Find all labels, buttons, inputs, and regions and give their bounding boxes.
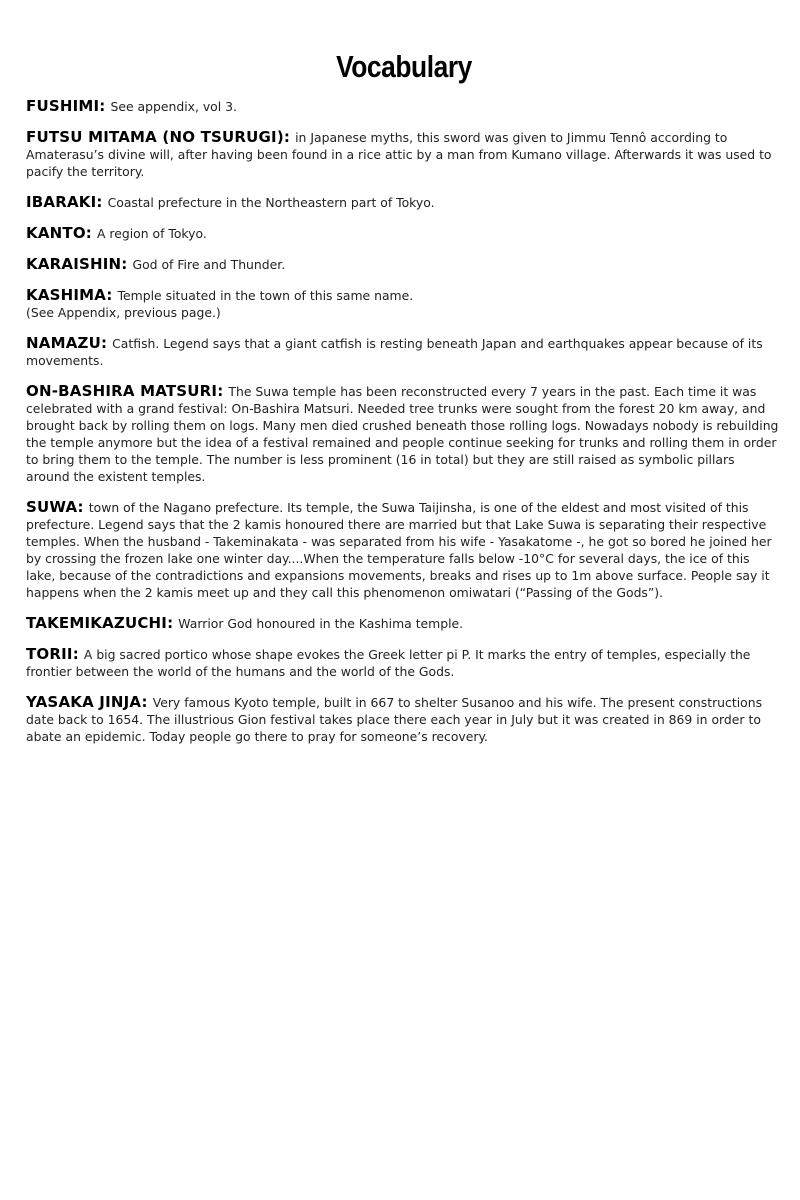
vocab-definition: A big sacred portico whose shape evokes the Greek letter pi P. It marks the entry of temples, especially the frontier between the world of the humans and the world of the Gods. (26, 647, 751, 679)
vocab-definition: Warrior God honoured in the Kashima temple. (178, 616, 464, 631)
vocab-entry-yasaka-jinja (26, 694, 782, 745)
vocab-term: KANTO: (26, 224, 92, 242)
vocab-term: TORII: (26, 645, 79, 663)
vocab-term: SUWA: (26, 498, 84, 516)
vocab-definition: Temple situated in the town of this same name. (117, 288, 414, 303)
vocab-term: NAMAZU: (26, 334, 108, 352)
vocab-term: IBARAKI: (26, 193, 103, 211)
vocab-definition: town of the Nagano prefecture. Its temple, the Suwa Taijinsha, is one of the eldest and most visited of this prefecture. Legend says that the 2 kamis honoured there are married but that Lake Suwa is separating their respective temples. When the husband - Takeminakata - was separated from his wife - Yasakatome -, he got so bored he joined her by crossing the frozen lake one winter day....When the temperature falls below -10°C for several days, the ice of this lake, because of the contradictions and expansions movements, breaks and rises up to 1m above surface. People say it happens when the 2 kamis meet up and they call this phenomenon omiwatari (“Passing of the Gods”). (26, 500, 772, 600)
vocab-term: TAKEMIKAZUCHI: (26, 614, 174, 632)
vocab-definition: Catfish. Legend says that a giant catfish is resting beneath Japan and earthquakes appear because of its movements. (26, 336, 763, 368)
vocab-entry-futsu-mitama (26, 129, 782, 180)
vocab-definition: in Japanese myths, this sword was given to Jimmu Tennô according to Amaterasu’s divine will, after having been found in a rice attic by a man from Kumano village. Afterwards it was used to pacify the territory. (26, 130, 772, 179)
vocab-entry-kashima (26, 287, 782, 321)
vocab-entry-karaishin (26, 256, 782, 273)
vocab-definition: Coastal prefecture in the Northeastern part of Tokyo. (107, 195, 435, 210)
vocab-entry-ibaraki (26, 194, 782, 211)
vocab-term: FUTSU MITAMA (NO TSURUGI): (26, 128, 291, 146)
vocab-definition: Very famous Kyoto temple, built in 667 to shelter Susanoo and his wife. The present constructions date back to 1654. The illustrious Gion festival takes place there each year in July but it was created in 869 in order to abate an epidemic. Today people go there to pray for someone’s recovery. (26, 695, 763, 744)
vocab-entry-takemikazuchi (26, 615, 782, 632)
vocab-entry-suwa (26, 499, 782, 601)
vocab-definition-note: (See Appendix, previous page.) (26, 305, 221, 320)
vocab-definition: A region of Tokyo. (96, 226, 207, 241)
vocab-entry-kanto (26, 225, 782, 242)
vocab-definition: See appendix, vol 3. (110, 99, 237, 114)
page-title: Vocabulary (336, 49, 472, 84)
vocab-term: ON-BASHIRA MATSURI: (26, 382, 224, 400)
vocab-term: YASAKA JINJA: (26, 693, 148, 711)
vocab-term: KARAISHIN: (26, 255, 128, 273)
vocab-definition: God of Fire and Thunder. (132, 257, 286, 272)
vocab-term: FUSHIMI: (26, 97, 106, 115)
vocab-entry-namazu (26, 335, 782, 369)
vocab-term: KASHIMA: (26, 286, 113, 304)
vocabulary-page (26, 48, 782, 759)
vocab-entry-on-bashira-matsuri (26, 383, 782, 485)
vocab-entry-fushimi (26, 98, 782, 115)
vocab-entry-torii (26, 646, 782, 680)
vocab-definition: The Suwa temple has been reconstructed every 7 years in the past. Each time it was celebrated with a grand festival: On-Bashira Matsuri. Needed tree trunks were sought from the forest 20 km away, and brought back by rolling them on logs. Many men died crushed beneath those rolling logs. Nowadays nobody is rebuilding the temple anymore but the idea of a festival remained and people continue seeking for trunks and rolling them in order to bring them to the temple. The number is less prominent (16 in total) but they are still raised as symbolic pillars around the existent temples. (26, 384, 779, 484)
